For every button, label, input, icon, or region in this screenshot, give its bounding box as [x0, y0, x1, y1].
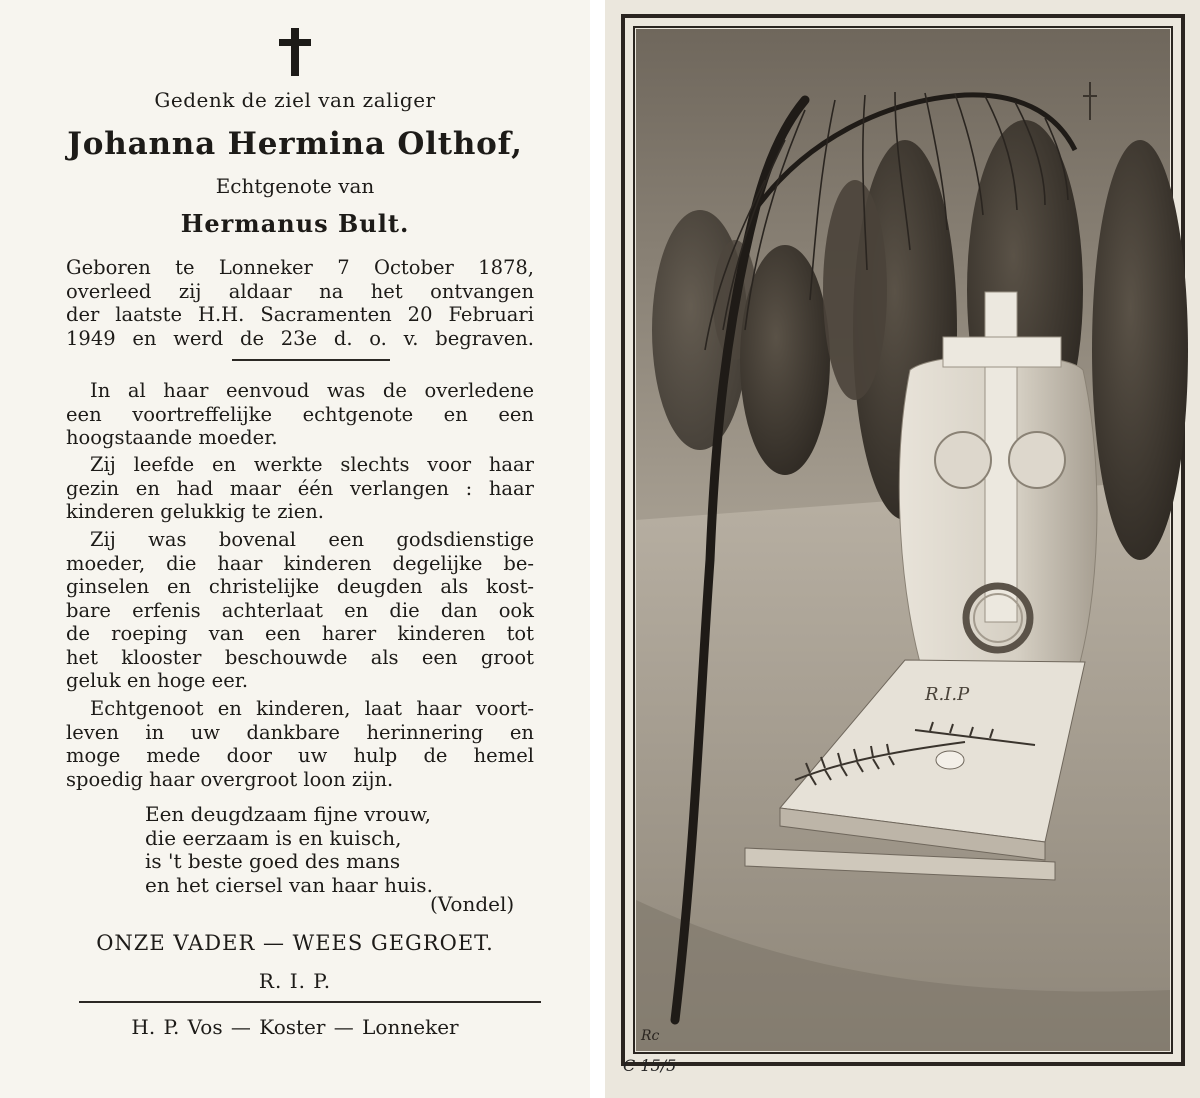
paragraph-line: Echtgenoot en kinderen, laat haar voort-	[90, 697, 534, 720]
biography-line: 1949 en werd de 23e d. o. v. begraven.	[66, 326, 534, 350]
paragraph-line: geluk en hoge eer.	[66, 669, 249, 692]
paragraph-line: hoogstaande moeder.	[66, 426, 278, 449]
paragraph-line: bare erfenis achterlaat en die dan ook	[66, 598, 534, 622]
deceased-name: Johanna Hermina Olthof,	[67, 126, 523, 162]
angel-head	[1009, 432, 1065, 488]
poem-line: is 't beste goed des mans	[145, 849, 401, 873]
poem-line: en het ciersel van haar huis.	[145, 872, 433, 897]
biography-line: der laatste H.H. Sacramenten 20 Februari	[66, 303, 534, 326]
rip-line: R. I. P.	[258, 969, 332, 993]
cypress-tree	[823, 180, 887, 400]
paragraph-line: een voortreffelijke echtgenote en een	[66, 402, 534, 426]
grave-illustration	[605, 0, 1200, 1098]
spouse-name: Hermanus Bult.	[180, 209, 410, 238]
paragraph-line: ginselen en christelijke deugden als kost-	[66, 575, 534, 598]
cypress-tree	[1092, 140, 1188, 560]
tribute-paragraph	[66, 379, 534, 450]
spouse-intro: Echtgenote van	[215, 174, 375, 198]
scene	[636, 29, 1188, 1051]
divider-rule	[232, 359, 390, 361]
paragraph-line: spoedig haar overgroot loon zijn.	[66, 767, 394, 791]
printer-credit: H. P. Vos — Koster — Lonneker	[131, 1015, 459, 1039]
paragraph-line: gezin en had maar één verlangen : haar	[66, 476, 534, 500]
paragraph-line: Zij leefde en werkte slechts voor haar	[90, 453, 534, 476]
illustration-card	[605, 0, 1200, 1098]
latin-cross-icon	[0, 26, 590, 82]
angel-head	[935, 432, 991, 488]
biography-paragraph	[66, 256, 534, 350]
biography-line: Geboren te Lonneker 7 October 1878,	[66, 256, 534, 279]
flower-icon	[936, 751, 964, 769]
headstone-cross-horizontal	[943, 337, 1061, 367]
memorial-text-card	[0, 0, 590, 1098]
poem-line: die eerzaam is en kuisch,	[145, 825, 402, 850]
paragraph-line: de roeping van een harer kinderen tot	[66, 622, 534, 645]
poem	[145, 803, 545, 897]
card-gap	[590, 0, 605, 1098]
tribute-paragraph	[66, 697, 534, 791]
poem-line: Een deugdzaam fijne vrouw,	[145, 802, 432, 826]
paragraph-line: In al haar eenvoud was de overledene	[90, 379, 534, 402]
paragraph-line: kinderen gelukkig te zien.	[66, 500, 325, 523]
divider-rule	[79, 1001, 541, 1003]
biography-line: overleed zij aldaar na het ontvangen	[66, 279, 534, 303]
paragraph-line: leven in uw dankbare herinnering en	[66, 720, 534, 744]
tomb-inscription: R.I.P	[925, 684, 970, 705]
paragraph-line: Zij was bovenal een godsdienstige	[90, 528, 534, 551]
catalog-code: C 15/5	[623, 1056, 677, 1075]
paragraph-line: moge mede door uw hulp de hemel	[66, 744, 534, 767]
artist-monogram: Rc	[641, 1028, 660, 1044]
tribute-paragraph	[66, 453, 534, 524]
tribute-paragraph	[66, 528, 534, 693]
paragraph-line: het klooster beschouwde als een groot	[66, 645, 534, 669]
prayers-line: ONZE VADER — WEES GEGROET.	[96, 931, 494, 955]
poem-attribution: (Vondel)	[430, 892, 515, 916]
remembrance-intro: Gedenk de ziel van zaliger	[154, 88, 436, 112]
paragraph-line: moeder, die haar kinderen degelijke be-	[66, 551, 534, 575]
